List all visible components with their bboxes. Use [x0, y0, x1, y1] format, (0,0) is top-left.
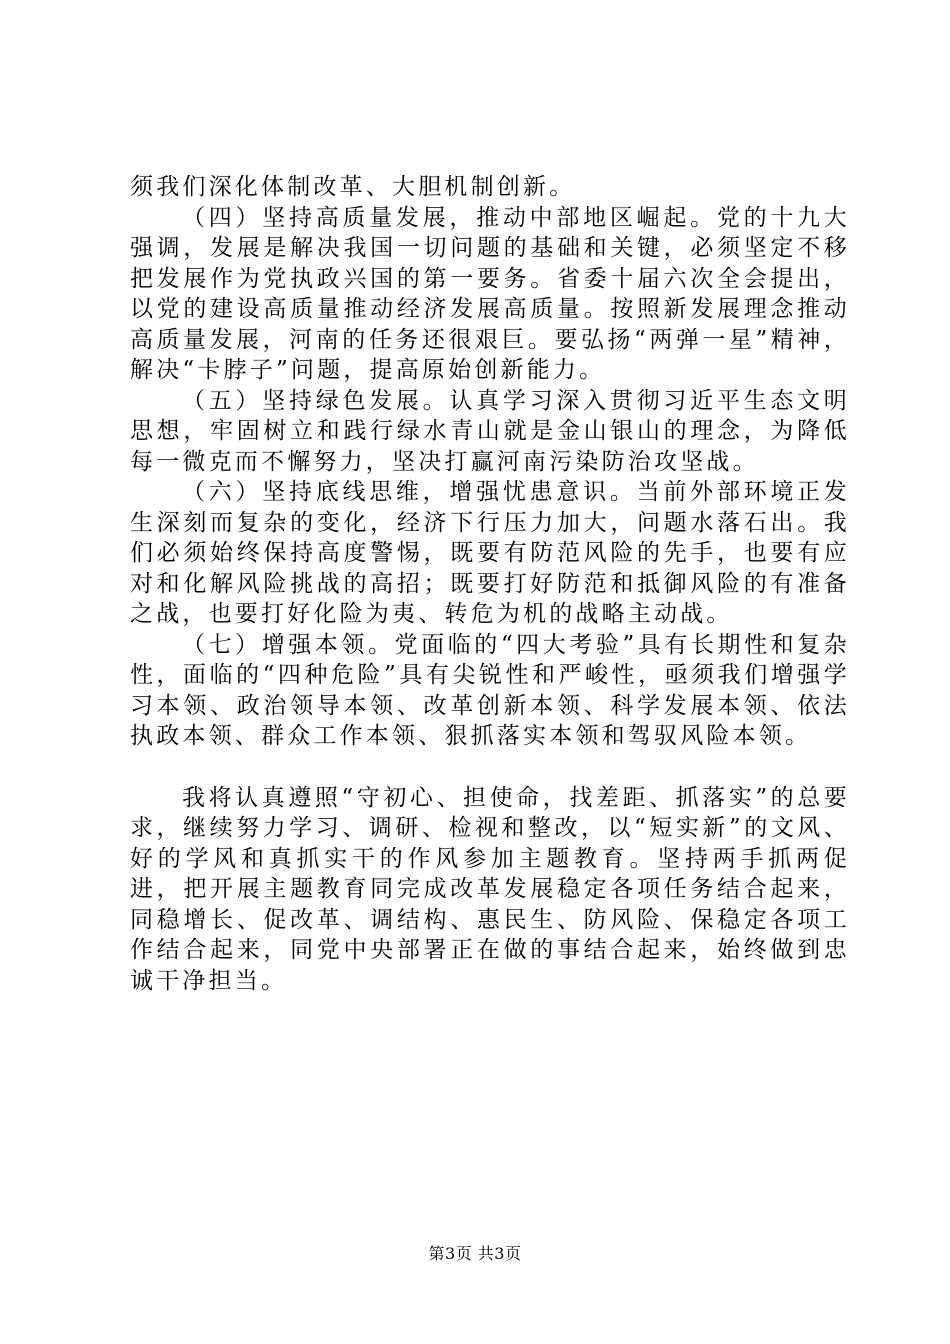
page-number-footer: 第3页 共3页: [428, 1244, 522, 1263]
paragraph-item-six: （六）坚持底线思维，增强忧患意识。当前外部环境正发生深刻而复杂的变化，经济下行压力加大，问题水落石出。我们必须始终保持高度警惕，既要有防范风险的先手，也要有应对和化解风险挑战的高招；既要打好防范和抵御风险的有准备之战，也要打好化险为夷、转危为机的战略主动战。: [130, 479, 850, 627]
paragraph-item-seven: （七）增强本领。党面临的“四大考验”具有长期性和复杂性，面临的“四种危险”具有尖锐性和严峻性，亟须我们增强学习本领、政治领导本领、改革创新本领、科学发展本领、依法执政本领、群众工作本领、狠抓落实本领和驾驭风险本领。: [130, 631, 850, 749]
paragraph-item-five: （五）坚持绿色发展。认真学习深入贯彻习近平生态文明思想，牢固树立和践行绿水青山就是金山银山的理念，为降低每一微克而不懈努力，坚决打赢河南污染防治攻坚战。: [130, 387, 850, 475]
paragraph-continuation: 须我们深化体制改革、大胆机制创新。: [130, 174, 576, 200]
document-body: [130, 172, 850, 996]
paragraph-conclusion: 我将认真遵照“守初心、担使命，找差距、抓落实”的总要求，继续努力学习、调研、检视和整改，以“短实新”的文风、好的学风和真抓实干的作风参加主题教育。坚持两手抓两促进，把开展主题教育同完成改革发展稳定各项任务结合起来，同稳增长、促改革、调结构、惠民生、防风险、保稳定各项工作结合起来，同党中央部署正在做的事结合起来，始终做到忠诚干净担当。: [130, 784, 850, 994]
paragraph-item-four: （四）坚持高质量发展，推动中部地区崛起。党的十九大强调，发展是解决我国一切问题的基础和关键，必须坚定不移把发展作为党执政兴国的第一要务。省委十届六次全会提出，以党的建设高质量推动经济发展高质量。按照新发展理念推动高质量发展，河南的任务还很艰巨。要弘扬“两弹一星”精神，解决“卡脖子”问题，提高原始创新能力。: [130, 204, 850, 383]
